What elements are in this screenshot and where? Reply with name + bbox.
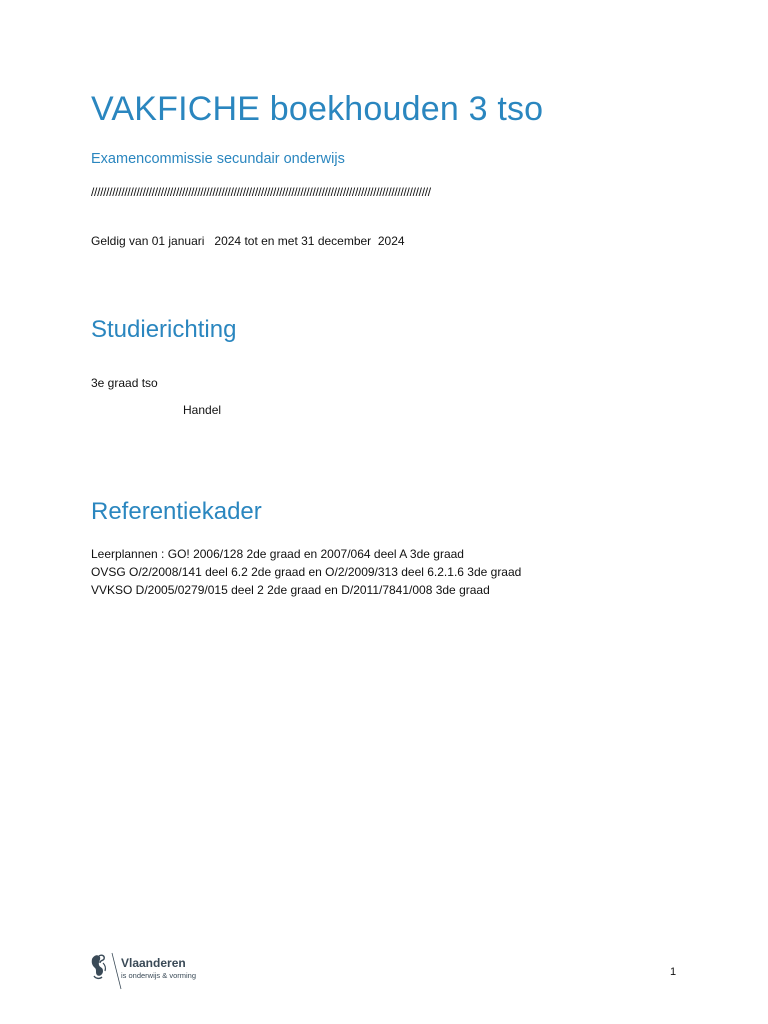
grade-label: 3e graad tso xyxy=(91,376,158,390)
section-heading-referentiekader: Referentiekader xyxy=(91,498,262,525)
page-number: 1 xyxy=(670,966,677,978)
logo-name: Vlaanderen xyxy=(121,956,186,970)
logo-tagline: is onderwijs & vorming xyxy=(121,971,197,980)
section-heading-studierichting: Studierichting xyxy=(91,316,237,343)
slash-divider: //////////////////////////////////////////////////////////////////////////////////////////////////////////////// xyxy=(91,185,431,199)
validity-period: Geldig van 01 januari 2024 tot en met 31 december 2024 xyxy=(91,234,405,248)
reference-line: Leerplannen : GO! 2006/128 2de graad en 2007/064 deel A 3de graad xyxy=(91,547,464,561)
vlaanderen-logo xyxy=(88,951,218,991)
document-subtitle: Examencommissie secundair onderwijs xyxy=(91,151,345,167)
track-label: Handel xyxy=(183,403,222,417)
reference-line: OVSG O/2/2008/141 deel 6.2 2de graad en O/2/2009/313 deel 6.2.1.6 3de graad xyxy=(91,565,522,579)
flemish-lion-icon xyxy=(88,951,124,991)
reference-line: VVKSO D/2005/0279/015 deel 2 2de graad en D/2011/7841/008 3de graad xyxy=(91,583,490,597)
document-title: VAKFICHE boekhouden 3 tso xyxy=(91,90,544,128)
reference-list xyxy=(91,545,521,599)
